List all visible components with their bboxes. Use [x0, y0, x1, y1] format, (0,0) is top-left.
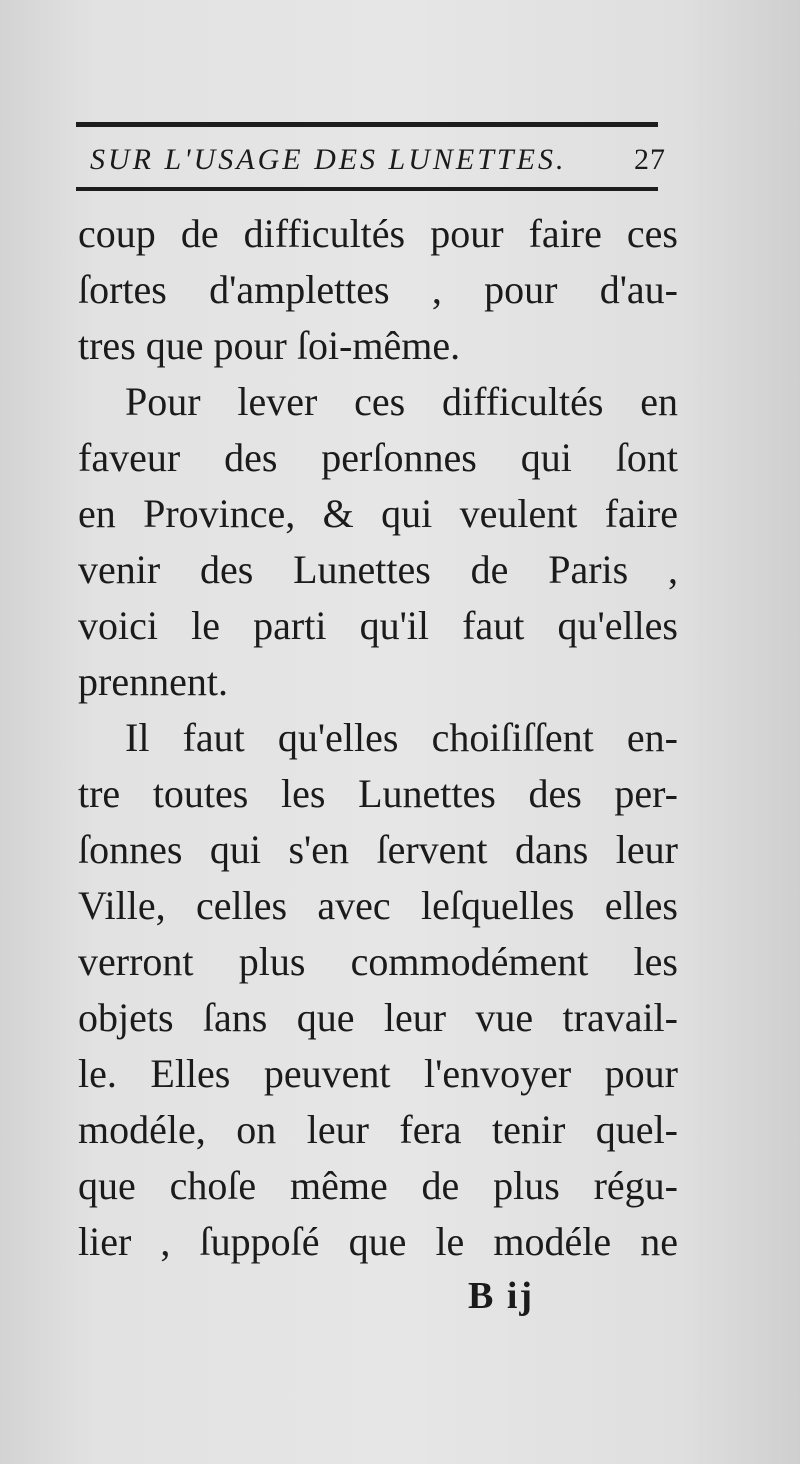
signature-mark: B ij — [468, 1275, 535, 1317]
text-line: venir des Lunettes de Paris , — [78, 547, 678, 592]
text-line: en Province, & qui veulent faire — [78, 491, 678, 536]
text-line: ſonnes qui s'en ſervent dans leur — [78, 827, 678, 872]
text-line: objets ſans que leur vue travail- — [78, 995, 678, 1040]
text-line: Ville, celles avec leſquelles elles — [78, 883, 678, 928]
text-line: modéle, on leur fera tenir quel- — [78, 1107, 678, 1152]
text-line: verront plus commodément les — [78, 939, 678, 984]
header-rule-bottom — [76, 187, 658, 191]
text-line: ſortes d'amplettes , pour d'au- — [78, 267, 678, 312]
text-line: lier , ſuppoſé que le modéle ne — [78, 1219, 678, 1264]
text-line: voici le parti qu'il faut qu'elles — [78, 603, 678, 648]
paragraph-start-line: Pour lever ces difficultés en — [125, 379, 678, 424]
text-line: tres que pour ſoi-même. — [78, 323, 461, 368]
paragraph-start-line: Il faut qu'elles choiſiſſent en- — [125, 715, 678, 760]
page-number: 27 — [634, 143, 666, 176]
text-line: le. Elles peuvent l'envoyer pour — [78, 1051, 678, 1096]
text-line: prennent. — [78, 659, 228, 704]
running-title: SUR L'USAGE DES LUNETTES. — [90, 143, 567, 176]
text-line: que choſe même de plus régu- — [78, 1163, 678, 1208]
running-head — [90, 138, 670, 182]
text-line: coup de difficultés pour faire ces — [78, 211, 678, 256]
text-line: tre toutes les Lunettes des per- — [78, 771, 678, 816]
header-rule-top — [76, 122, 658, 127]
text-line: faveur des perſonnes qui ſont — [78, 435, 678, 480]
